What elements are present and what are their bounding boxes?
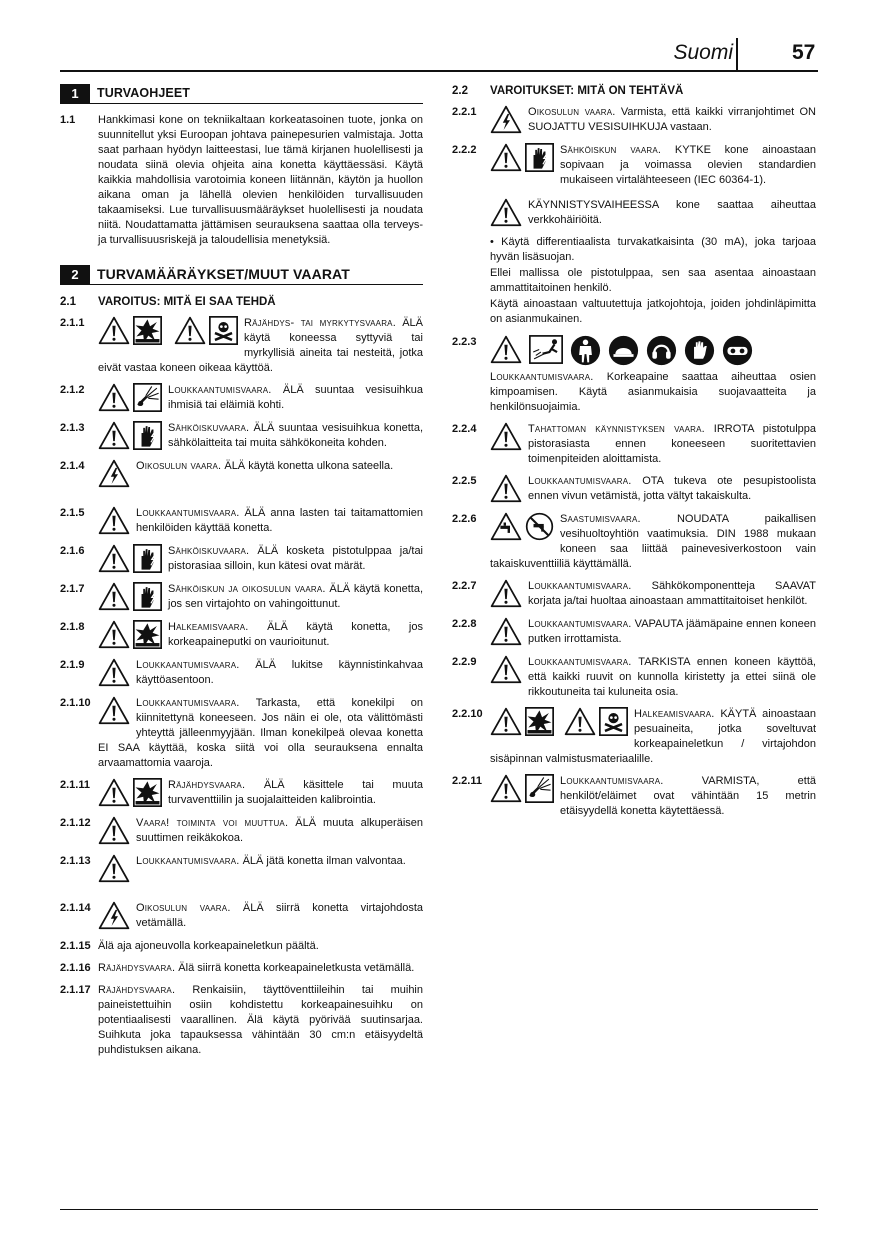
hazard-label: Loukkaantumisvaara. [528,618,632,630]
subsection-2-2-header [452,84,816,99]
warning-icon [174,316,206,345]
protective-suit-icon [570,335,601,366]
hazard-label: Tahattoman käynnistyksen vaara. [528,423,705,435]
item-2-2-6 [452,512,816,572]
icon-group [490,198,522,227]
item-text: ÄLÄ muuta alkuperäisen suuttimen reikäkokoa. [136,817,423,844]
item-number: 2.2.2 [452,144,477,156]
item-2-1-12 [60,816,423,847]
hazard-label: Loukkaantumisvaara. [528,656,632,668]
electric-hazard-icon [98,459,130,488]
icon-group [98,854,130,883]
item-number: 2.1.2 [60,384,85,396]
subsection-number: 2.1 [60,296,76,308]
warning-icon [98,854,130,883]
no-drinking-water-icon [525,512,554,541]
water-jet-icon [133,383,162,412]
item-number: 2.1.5 [60,507,85,519]
item-text: KÄYTÄ ainoastaan pesuaineita, jotka soveltuvat korkeapaineletkun / virtajohdon sisäpinnan valmistusmateriaalille. [490,708,816,765]
item-1-1 [60,113,423,248]
item-number: 2.2.9 [452,656,477,668]
hazard-label: Halkeamisvaara. [168,621,249,633]
electric-hazard-icon [490,105,522,134]
warning-icon [98,816,130,845]
item-number: 2.1.14 [60,902,91,914]
explosion-icon [133,620,162,649]
item-text: NOUDATA paikallisen vesihuoltoyhtiön vaatimuksia. DIN 1988 mukaan koneen saa liittää painevesiverkostoon vain takaiskuventtiiliä käyttämällä. [490,513,816,570]
hazard-label: Loukkaantumisvaara. [136,659,240,671]
item-text: Korkeapaine saattaa aiheuttaa osien kimpoamisen. Käytä asianmukaisia suojavaatteita ja henkilönsuojaimia. [490,371,816,413]
item-2-1-8 [60,620,423,651]
section-2-header [60,265,423,285]
hazard-label: Sähköiskuvaara. [168,545,250,557]
icon-group [98,696,130,725]
icon-group [98,778,162,807]
item-number: 2.1.7 [60,583,85,595]
item-text: TARKISTA ennen koneen käyttöä, että kaikki ruuvit on kunnolla kiristetty ja ettei siinä ole rikkoutuneita tai kuluneita osia. [528,656,816,698]
item-number: 2.1.8 [60,621,85,633]
item-2-1-2 [60,383,423,414]
warning-icon [98,696,130,725]
hazard-label: Sähköiskun vaara. [560,144,662,156]
item-text: ÄLÄ suuntaa vesisuihkua ihmisiä tai eläimiä kohti. [168,384,423,411]
item-text: ÄLÄ anna lasten tai taitamattomien henkilöiden käyttää konetta. [136,507,423,534]
item-text: ÄLÄ jätä konetta ilman valvontaa. [239,855,406,867]
item-number: 2.1.4 [60,460,85,472]
item-2-1-4 [60,459,423,490]
item-2-1-9 [60,658,423,689]
hazard-label: Loukkaantumisvaara. [136,697,240,709]
item-number: 2.2.4 [452,423,477,435]
warning-icon [98,316,130,345]
item-number: 2.1.10 [60,697,91,709]
hazard-label: Loukkaantumisvaara. [168,384,272,396]
icon-group [98,506,130,535]
subsection-title: VAROITUS: MITÄ EI SAA TEHDÄ [98,296,276,308]
icon-group [98,421,162,450]
note-rcd: • Käytä differentiaalista turvakatkaisinta (30 mA), joka tarjoaa hyvän lisäsuojan. [490,236,816,263]
water-jet-icon [525,774,554,803]
startup-note-text: KÄYNNISTYSVAIHEESSA kone saattaa aiheuttaa verkkohäiriöitä. [528,199,816,226]
warning-icon [98,421,130,450]
item-number: 2.2.1 [452,106,477,118]
item-text: Varmista, että kaikki virranjohtimet ON SUOJATTU VESISUIHKUJA vastaan. [528,106,816,133]
hazard-label: Loukkaantumisvaara. [136,855,240,867]
icon-group [490,617,522,646]
item-2-1-15 [60,939,423,954]
icon-group [490,579,522,608]
item-2-2-3 [452,335,816,415]
item-number: 2.1.16 [60,962,91,974]
item-2-1-14 [60,901,423,932]
explosion-icon [525,707,554,736]
header-rule [60,70,818,72]
item-text: VAPAUTA jäämäpaine ennen koneen putken irrottamista. [528,618,816,645]
icon-group [98,316,238,345]
item-2-1-17 [60,983,423,1058]
warning-icon [490,579,522,608]
icon-group [98,544,162,573]
item-2-1-13 [60,854,423,885]
hazard-label: Oikosulun vaara. [528,106,616,118]
item-text: IRROTA pistotulppa pistorasiasta ennen koneeseen suoritettavien toimenpiteiden aloittamista. [528,423,816,465]
icon-group [98,459,130,488]
item-2-2-7 [452,579,816,610]
item-text: ÄLÄ käytä konetta, jos korkeapaineputki on vaurioitunut. [168,621,423,648]
item-text: ÄLÄ kosketa pistotulppaa ja/tai pistorasiaa silloin, kun kätesi ovat märät. [168,545,423,572]
warning-icon [490,707,522,736]
section-1-title: TURVAOHJEET [97,86,191,100]
item-2-2-11 [452,774,816,819]
warning-icon [98,620,130,649]
hazard-label: Räjähdysvaara. [168,779,246,791]
explosion-icon [133,316,162,345]
hazard-label: Räjähdys- tai myrkytysvaara. [244,317,396,329]
warning-icon [490,774,522,803]
item-2-2-2 [452,143,816,188]
warning-icon [490,143,522,172]
item-2-2-8 [452,617,816,648]
icon-group [98,582,162,611]
item-text: KYTKE kone ainoastaan sopivaan ja voimassa olevien standardien mukaiseen virtalähteeseen (IEC 60364-1). [560,144,817,186]
item-number: 2.1.13 [60,855,91,867]
warning-icon [490,198,522,227]
item-number: 2.2.7 [452,580,477,592]
item-number: 2.1.17 [60,984,91,996]
electric-hazard-icon [98,901,130,930]
item-2-1-7 [60,582,423,613]
hazard-label: Räjähdysvaara. [98,984,176,996]
electric-hand-icon [525,143,554,172]
header-language: Suomi [673,41,733,64]
warning-icon [98,658,130,687]
item-text: Hankkimasi kone on tekniikaltaan korkeatasoinen tuote, jonka on suunnitellut yksi Euroopan johtava painepesurien valmistaja. Jotta saat parhaan hyödyn laitteestasi, lue tämä kirjanen huolellisesti ja noudata siinä olevia ohjeita aina konetta käyttäessäsi. Käytä kaikkia mahdollisia varotoimia koneen liitännän, käytön ja huollon aikana oman ja lähellä olevien henkilöiden turvallisuuden takaamiseksi. Lue turvallisuusmääräykset huolellisesti ja noudata niitä. Noudattamatta jättämisen seurauksena saattaa olla terveys- ja turvallisuusriskejä ja taloudellisia menetyksiä. [98,114,423,246]
warning-icon [490,617,522,646]
section-1-number: 1 [60,84,90,103]
hazard-label: Loukkaantumisvaara. [528,580,632,592]
icon-group [490,655,522,684]
header-divider [736,38,738,71]
item-number: 2.1.15 [60,940,91,952]
icon-group [490,512,554,541]
item-2-1-16 [60,961,423,976]
note-extension: Käytä ainoastaan valtuutettuja jatkojohtoja, joiden johdinläpimitta on asianmukainen. [490,298,816,325]
icon-group [98,901,130,930]
item-2-2-10 [452,707,816,767]
toxic-icon [209,316,238,345]
warning-icon [98,544,130,573]
item-2-1-3 [60,421,423,452]
item-text: Tarkasta, että konekilpi on kiinnitettynä koneeseen. Jos näin ei ole, ota välittömästi yhteyttä jälleenmyyjään. Ilman konekilpeä olevaa konetta EI SAA käyttää, koska siitä voi olla seurauksena ennalta arvaamattomia vaaroja. [98,697,423,769]
item-2-1-11 [60,778,423,809]
section-1-header [60,84,423,104]
item-2-2-9 [452,655,816,700]
item-2-1-1 [60,316,423,376]
item-text: Älä aja ajoneuvolla korkeapaineletkun päältä. [98,940,319,952]
item-text: ÄLÄ siirrä konetta virtajohdosta vetämällä. [136,902,423,929]
explosion-icon [133,778,162,807]
hazard-label: Sähköiskuvaara. [168,422,250,434]
item-2-1-6 [60,544,423,575]
icon-group [490,774,554,803]
item-text: ÄLÄ käytä konetta ulkona sateella. [221,460,394,472]
item-2-1-10 [60,696,423,771]
electric-hand-icon [133,544,162,573]
item-text: ÄLÄ käytä konetta, jos sen virtajohto on vahingoittunut. [168,583,423,610]
item-text: Älä siirrä konetta korkeapaineletkusta vetämällä. [175,962,415,974]
electric-hand-icon [133,421,162,450]
page-number: 57 [792,41,816,64]
footer-rule [60,1209,818,1210]
hazard-label: Loukkaantumisvaara. [490,371,594,383]
icon-group [490,707,628,736]
toxic-icon [599,707,628,736]
item-number: 1.1 [60,114,76,126]
subsection-number: 2.2 [452,85,468,97]
item-2-2-4 [452,422,816,467]
icon-group [98,620,162,649]
warning-icon [98,506,130,535]
warning-icon [98,778,130,807]
icon-group [490,105,522,134]
subsection-2-1-header [60,295,423,310]
item-number: 2.1.12 [60,817,91,829]
item-text: Renkaisiin, täyttöventtiileihin tai muihin paineistettuihin osiin kohdistettu korkeapainesuihku on potentiaalisesti vaarallinen. Älä käytä pyörivää suutinsarjaa. Suihkuta joka tapauksessa vähintään 30 cm:n etäisyydeltä puhdistuksen aikana. [98,984,423,1056]
warning-icon [98,383,130,412]
item-2-2-1 [452,105,816,136]
icon-group [98,816,130,845]
icon-group [490,422,522,451]
item-text: VARMISTA, että henkilöt/eläimet ovat vähintään 15 metrin etäisyydellä konetta käytettäessä. [560,775,816,817]
hazard-label: Oikosulun vaara. [136,902,231,914]
hazard-label: Vaara! toiminta voi muuttua. [136,817,289,829]
startup-note [490,198,816,229]
item-number: 2.2.5 [452,475,477,487]
gloves-icon [684,335,715,366]
hazard-label: Halkeamisvaara. [634,708,715,720]
hazard-label: Räjähdysvaara. [98,962,176,974]
item-number: 2.1.6 [60,545,85,557]
left-column [60,84,423,1065]
helmet-icon [608,335,639,366]
item-2-1-5 [60,506,423,537]
item-text: Sähkökomponentteja SAAVAT korjata ja/tai huoltaa ainoastaan ammattitaitoiset henkilöt. [528,580,816,607]
hazard-label: Loukkaantumisvaara. [528,475,632,487]
item-text: OTA tukeva ote pesupistoolista ennen vivun vetämistä, jotta vältyt takaiskulta. [528,475,816,502]
icon-group [98,658,130,687]
item-number: 2.2.3 [452,336,477,348]
item-number: 2.2.6 [452,513,477,525]
item-text: ÄLÄ lukitse käynnistinkahvaa käyttöasentoon. [136,659,423,686]
item-number: 2.2.8 [452,618,477,630]
kickback-icon [529,335,563,364]
warning-icon [98,582,130,611]
item-2-2-5 [452,474,816,505]
item-number: 2.1.11 [60,779,90,791]
faucet-hazard-icon [490,512,522,541]
hazard-label: Oikosulun vaara. [136,460,222,472]
section-2-title: TURVAMÄÄRÄYKSET/MUUT VAARAT [97,266,350,282]
subsection-title: VAROITUKSET: MITÄ ON TEHTÄVÄ [490,85,684,97]
item-number: 2.1.3 [60,422,85,434]
ear-protection-icon [646,335,677,366]
section-2-number: 2 [60,265,90,284]
right-column [452,84,816,826]
hazard-label: Saastumisvaara. [560,513,641,525]
warning-icon [490,474,522,503]
goggles-icon [722,335,753,366]
item-number: 2.1.9 [60,659,85,671]
icon-group [98,383,162,412]
hazard-label: Loukkaantumisvaara. [136,507,240,519]
item-text: ÄLÄ käytä koneessa syttyviä tai myrkyllisiä aineita tai nesteitä, jotka eivät vastaa koneen oikeaa käyttöä. [98,317,423,374]
ppe-icon-row [490,335,816,366]
note-plug: Ellei mallissa ole pistotulppaa, sen saa asentaa ainoastaan ammattitaitoinen henkilö. [490,267,816,294]
electric-hand-icon [133,582,162,611]
item-text: ÄLÄ suuntaa vesisuihkua konetta, sähkölaitteita tai muita sähkökoneita kohden. [168,422,423,449]
hazard-label: Loukkaantumisvaara. [560,775,664,787]
item-number: 2.2.10 [452,708,483,720]
item-number: 2.1.1 [60,317,85,329]
warning-icon [490,335,522,364]
warning-icon [490,655,522,684]
warning-icon [490,422,522,451]
warning-icon [564,707,596,736]
hazard-label: Sähköiskun ja oikosulun vaara. [168,583,326,595]
item-number: 2.2.11 [452,775,482,787]
item-text: ÄLÄ käsittele tai muuta turvaventtiilin ja suojalaitteiden kalibrointia. [168,779,423,806]
icon-group [490,474,522,503]
icon-group [490,143,554,172]
